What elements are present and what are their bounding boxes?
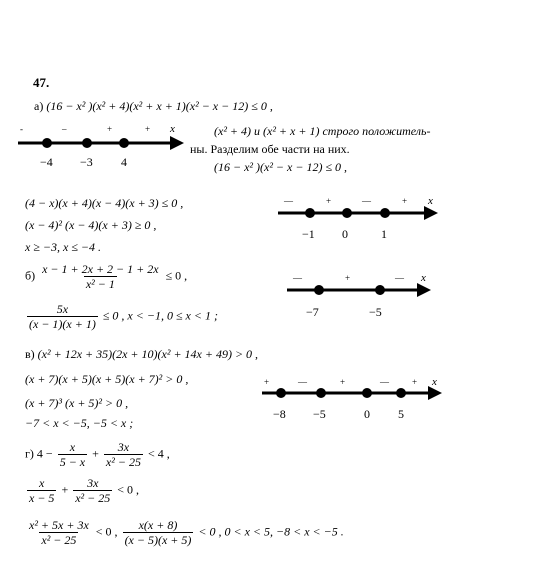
- axis-variable: x: [421, 272, 426, 284]
- part-v-label: в): [25, 347, 35, 361]
- part-b-fraction-1: [40, 262, 160, 291]
- part-b-line-2: [25, 302, 218, 331]
- tick-label: −7: [306, 305, 319, 319]
- point-minus-1: [305, 208, 315, 218]
- part-a-step-2: (x − 4)² (x − 4)(x + 3) ≥ 0 ,: [25, 218, 157, 232]
- sign-label: –: [62, 124, 67, 134]
- sign-label: +: [107, 124, 113, 134]
- arrow-head: [428, 386, 442, 400]
- axis-variable: x: [432, 376, 437, 388]
- arrow-head: [417, 283, 431, 297]
- part-g-line-3: [25, 518, 344, 547]
- part-a-label: а): [34, 99, 44, 113]
- part-g-line-1: [25, 440, 170, 469]
- plus-sign: +: [92, 446, 99, 461]
- part-v-inequality: (x² + 12x + 35)(2x + 10)(x² + 14x + 49) > 0 ,: [37, 347, 259, 361]
- part-a-inequality: (16 − x² )(x² + 4)(x² + x + 1)(x² − x − 12) ≤ 0 ,: [46, 99, 273, 113]
- point-minus-7: [314, 285, 324, 295]
- sign-label: —: [284, 196, 293, 206]
- fraction-denominator: x − 5: [29, 491, 55, 505]
- fraction-numerator: x: [39, 476, 45, 490]
- point-minus-4: [42, 138, 52, 148]
- fraction-numerator: x(x + 8): [138, 518, 178, 532]
- part-a-step-1: (4 − x)(x + 4)(x − 4)(x + 3) ≤ 0 ,: [25, 196, 184, 210]
- fraction-numerator: 5x: [56, 302, 69, 316]
- sign-label: +: [326, 196, 332, 206]
- arrow-head: [170, 136, 184, 150]
- tick-label: −3: [80, 155, 93, 169]
- tick-label: 0: [364, 407, 370, 421]
- fraction-denominator: x² − 25: [105, 455, 141, 469]
- number-line-1: [12, 118, 187, 172]
- part-g-fraction: [123, 518, 194, 547]
- point-0: [342, 208, 352, 218]
- point-minus-8: [276, 388, 286, 398]
- axis-variable: x: [170, 123, 175, 135]
- fraction-numerator: x − 1 + 2x + 2 − 1 + 2x: [42, 262, 159, 276]
- sign-label: +: [412, 377, 418, 387]
- tick-label: −8: [273, 407, 286, 421]
- inequality-tail: < 0 ,: [117, 482, 140, 497]
- part-b-line-1: [25, 262, 187, 291]
- sign-label: +: [402, 196, 408, 206]
- fraction-denominator: (x − 5)(x + 5): [124, 533, 192, 547]
- part-b-label: б): [25, 268, 36, 283]
- inequality-mid: < 0 ,: [95, 524, 118, 539]
- sign-label: +: [340, 377, 346, 387]
- inequality-tail: ≤ 0 , x < −1, 0 ≤ x < 1 ;: [102, 308, 218, 323]
- part-a-answer: x ≥ −3, x ≤ −4 .: [25, 240, 102, 254]
- tick-label: 0: [342, 227, 348, 241]
- part-g-fraction: [58, 440, 87, 469]
- tick-label: 4: [121, 155, 127, 169]
- part-g-label: г): [25, 446, 34, 461]
- arrow-head: [424, 206, 438, 220]
- tick-label: −1: [302, 227, 315, 241]
- part-g-fraction: [104, 440, 143, 469]
- part-g-line-2: [25, 476, 139, 505]
- sign-label: —: [362, 196, 371, 206]
- part-v-step-1: (x + 7)(x + 5)(x + 5)(x + 7)² > 0 ,: [25, 372, 189, 386]
- fraction-numerator: 3x: [117, 440, 130, 454]
- tick-label: 5: [398, 407, 404, 421]
- part-g-fraction: [27, 518, 91, 547]
- fraction-numerator: x² + 5x + 3x: [29, 518, 89, 532]
- tick-label: −4: [40, 155, 53, 169]
- part-a-note-3: (16 − x² )(x² − x − 12) ≤ 0 ,: [214, 160, 348, 174]
- tick-label: 1: [381, 227, 387, 241]
- inequality-tail: < 4 ,: [147, 446, 170, 461]
- fraction-denominator: x² − 25: [41, 533, 77, 547]
- plus-sign: +: [61, 482, 69, 497]
- expr-prefix: 4 −: [36, 446, 53, 461]
- part-a-note-2: ны. Разделим обе части на них.: [190, 142, 350, 156]
- part-g-fraction: [27, 476, 56, 505]
- problem-number: 47.: [33, 75, 50, 90]
- tick-label: −5: [369, 305, 382, 319]
- sign-label: +: [145, 124, 151, 134]
- point-0: [362, 388, 372, 398]
- fraction-denominator: 5 − x: [59, 455, 86, 469]
- axis-variable: x: [428, 195, 433, 207]
- part-a-expr: [34, 99, 273, 113]
- sign-label: —: [293, 273, 302, 283]
- number-line-4: [258, 372, 448, 424]
- number-line-3: [283, 268, 443, 320]
- sign-label: +: [264, 377, 270, 387]
- fraction-denominator: (x − 1)(x + 1): [29, 317, 96, 331]
- point-minus-3: [82, 138, 92, 148]
- tick-label: −5: [313, 407, 326, 421]
- point-5: [396, 388, 406, 398]
- inequality-tail: ≤ 0 ,: [165, 268, 188, 283]
- fraction-denominator: x² − 25: [75, 491, 111, 505]
- part-v-line-1: [25, 347, 258, 361]
- sign-label: -: [20, 124, 23, 134]
- sign-label: —: [395, 273, 404, 283]
- sign-label: —: [298, 377, 307, 387]
- fraction-numerator: 3x: [87, 476, 99, 490]
- part-a-note-1: (x² + 4) и (x² + x + 1) строго положитель-: [214, 124, 431, 138]
- part-v-answer: −7 < x < −5, −5 < x ;: [25, 416, 134, 430]
- part-g-fraction: [73, 476, 112, 505]
- part-b-fraction-2: [27, 302, 98, 331]
- fraction-denominator: x² − 1: [85, 277, 115, 291]
- point-minus-5: [375, 285, 385, 295]
- number-line-2: [272, 193, 447, 245]
- inequality-tail: < 0 , 0 < x < 5, −8 < x < −5 .: [198, 524, 344, 539]
- part-v-step-2: (x + 7)³ (x + 5)² > 0 ,: [25, 396, 129, 410]
- sign-label: —: [380, 377, 389, 387]
- point-1: [380, 208, 390, 218]
- point-4: [119, 138, 129, 148]
- sign-label: +: [345, 273, 351, 283]
- fraction-numerator: x: [69, 440, 76, 454]
- point-minus-5: [316, 388, 326, 398]
